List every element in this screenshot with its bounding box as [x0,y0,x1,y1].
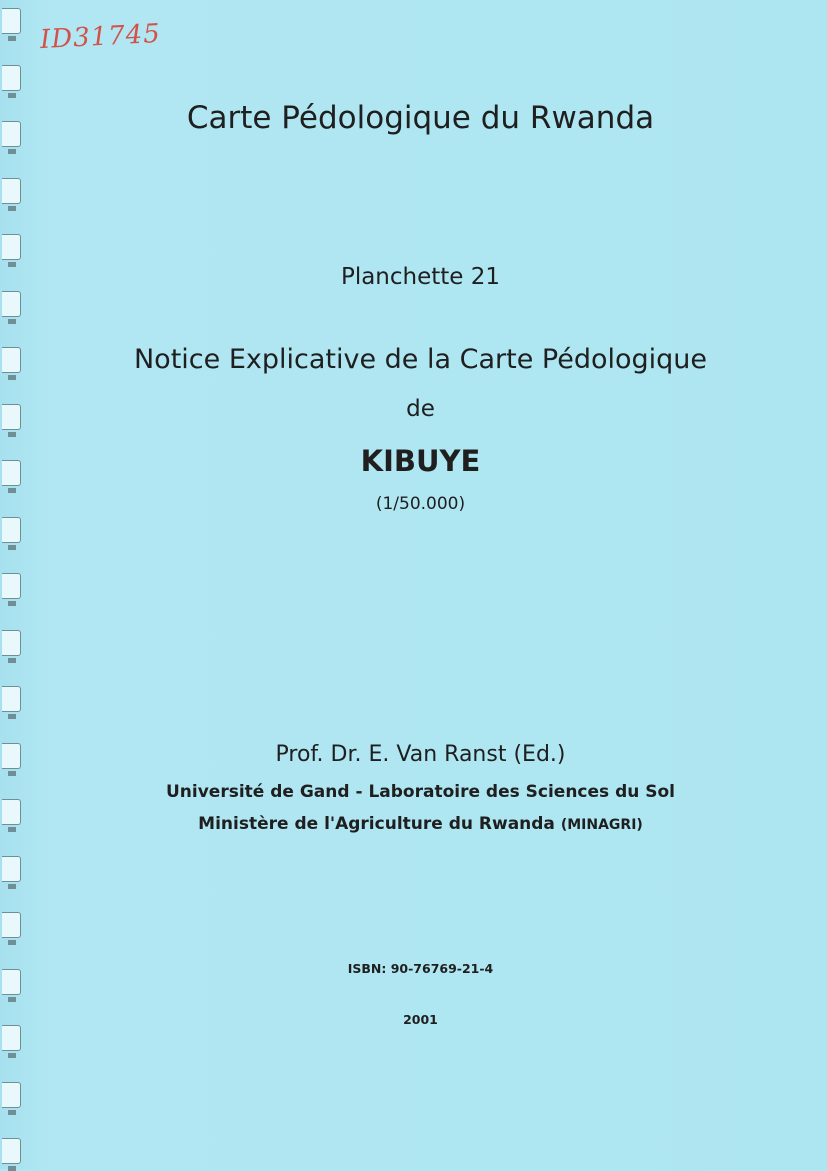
affiliation-ministry [7,814,827,834]
notice-connector: de [406,396,435,422]
binding-hole [2,517,21,543]
binding-hole [2,573,21,599]
map-scale: (1/50.000) [375,494,466,514]
publication-year: 2001 [403,1012,438,1027]
binding-hole [2,291,21,317]
notice-heading: Notice Explicative de la Carte Pédologique [133,344,708,375]
binding-hole [2,65,21,91]
binding-hole [2,630,21,656]
affiliation-ministry-name: Ministère de l'Agriculture du Rwanda [198,814,555,834]
affiliation-university: Université de Gand - Laboratoire des Sciences du Sol [165,782,676,802]
place-name: KIBUYE [360,444,481,478]
binding-hole [2,1138,21,1164]
handwritten-id-annotation: ID31745 [39,18,162,56]
sheet-number: Planchette 21 [340,264,501,290]
binding-hole [2,1025,21,1051]
spiral-binding [0,0,24,1169]
binding-hole [2,1082,21,1108]
isbn-number: ISBN: 90-76769-21-4 [347,961,494,976]
binding-hole [2,686,21,712]
binding-hole [2,856,21,882]
author-name: Prof. Dr. E. Van Ranst (Ed.) [275,742,566,767]
binding-hole [2,234,21,260]
document-title: Carte Pédologique du Rwanda [186,100,655,136]
affiliation-ministry-abbr: (MINAGRI) [560,817,643,833]
binding-hole [2,912,21,938]
binding-hole [2,8,21,34]
binding-hole [2,178,21,204]
